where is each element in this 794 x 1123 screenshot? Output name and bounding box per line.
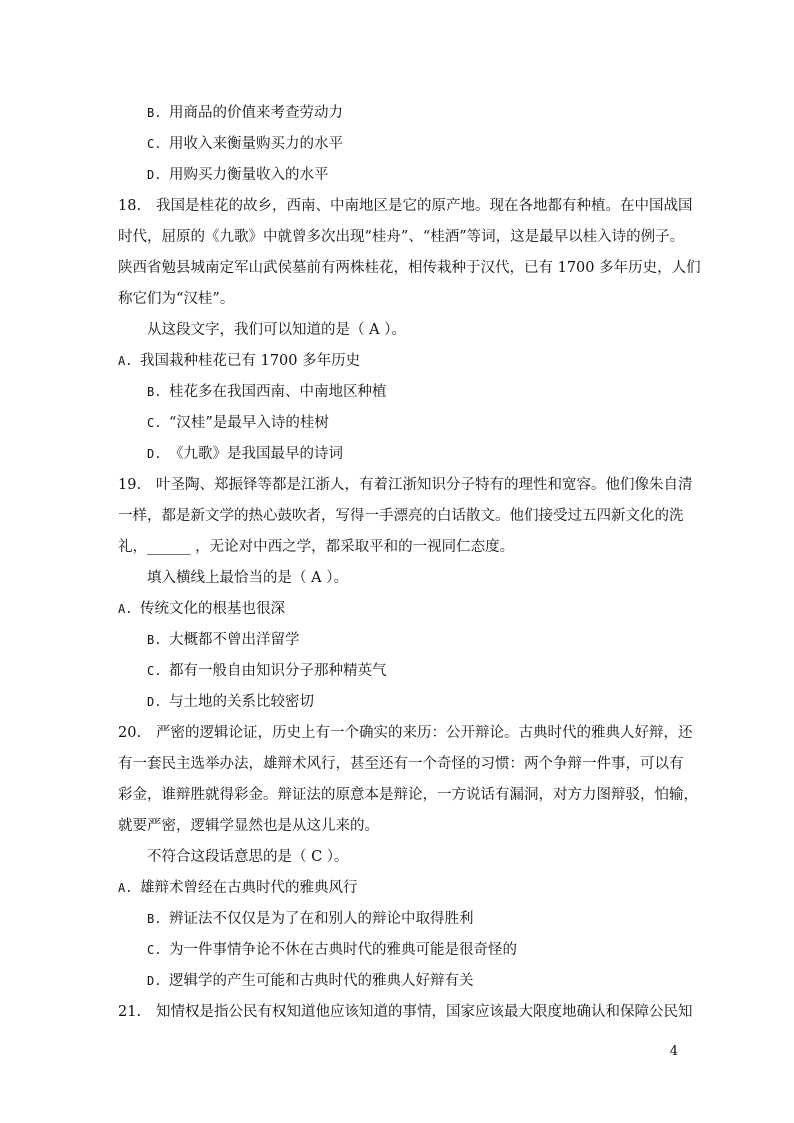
option-text: 为一件事情争论不休在古典时代的雅典可能是很奇怪的 [169, 942, 517, 958]
option-text: 大概都不曾出洋留学 [169, 632, 300, 648]
passage-text: 叶圣陶、郑振铎等都是江浙人，有着江浙知识分子特有的理性和宽容。他们像朱自清 [156, 477, 693, 493]
q18-option-b [147, 382, 707, 404]
passage-text: 严密的逻辑论证，历史上有一个确实的来历：公开辩论。古典时代的雅典人好辩，还 [156, 725, 693, 741]
q20-passage-line-4: 就要严密，逻辑学显然也是从这儿来的。 [118, 818, 379, 834]
q20-option-b [147, 909, 707, 931]
option-label: C. [147, 943, 162, 957]
option-text: 用商品的价值来考查劳动力 [169, 105, 343, 121]
q20-passage-line-3: 彩金，谁辩胜就得彩金。辩证法的原意本是辩论，一方说话有漏洞，对方力图辩驳，怕输， [118, 787, 698, 803]
q18-option-a [118, 351, 678, 373]
page-number: 4 [669, 1044, 678, 1059]
option-text: 传统文化的根基也很深 [140, 601, 285, 617]
option-label: D. [147, 695, 162, 709]
option-text: 雄辩术曾经在古典时代的雅典风行 [140, 880, 358, 896]
option-text: 逻辑学的产生可能和古典时代的雅典人好辩有关 [169, 973, 474, 989]
q19-option-a [118, 599, 678, 621]
q20-option-c [147, 940, 707, 962]
q19-stem: 填入横线上最恰当的是（ A ）。 [147, 570, 348, 586]
q18-passage-line-1 [118, 196, 693, 218]
q19-passage-line-1 [118, 475, 693, 497]
option-text: 辨证法不仅仅是为了在和别人的辩论中取得胜利 [169, 911, 474, 927]
option-label: D. [147, 447, 162, 461]
q18-passage-line-2: 时代，屈原的《九歌》中就曾多次出现“桂舟”、“桂酒”等词，这是最早以桂入诗的例子。 [118, 229, 685, 245]
q17-option-c [147, 134, 707, 156]
q18-stem: 从这段文字，我们可以知道的是（ A ）。 [147, 322, 406, 338]
option-label: B. [147, 633, 162, 647]
option-text: 与土地的关系比较密切 [169, 694, 314, 710]
q19-option-d [147, 692, 707, 714]
option-label: A. [118, 602, 133, 616]
option-text: “汉桂”是最早入诗的桂树 [169, 415, 329, 431]
question-number: 18. [118, 198, 142, 214]
option-label: C. [147, 416, 162, 430]
option-text: 我国栽种桂花已有 1700 多年历史 [140, 353, 361, 369]
q20-passage-line-2: 有一套民主选举办法，雄辩术风行，甚至还有一个奇怪的习惯：两个争辩一件事，可以有 [118, 756, 684, 772]
q17-option-b [147, 103, 707, 125]
question-number: 19. [118, 477, 142, 493]
q20-stem: 不符合这段话意思的是（ C ）。 [147, 849, 349, 865]
passage-text: 我国是桂花的故乡，西南、中南地区是它的原产地。现在各地都有种植。在中国战国 [156, 198, 693, 214]
option-label: B. [147, 912, 162, 926]
option-label: A. [118, 881, 133, 895]
q18-option-d [147, 444, 707, 466]
q19-option-b [147, 630, 707, 652]
q18-passage-line-3: 陕西省勉县城南定军山武侯墓前有两株桂花，相传栽种于汉代，已有 1700 多年历史，人们 [118, 260, 701, 276]
option-label: B. [147, 106, 162, 120]
option-label: B. [147, 385, 162, 399]
q18-option-c [147, 413, 707, 435]
passage-text: 知情权是指公民有权知道他应该知道的事情，国家应该最大限度地确认和保障公民知 [156, 1004, 693, 1020]
option-text: 桂花多在我国西南、中南地区种植 [169, 384, 387, 400]
q21-passage-line-1 [118, 1002, 693, 1024]
q20-passage-line-1 [118, 723, 693, 745]
q18-passage-line-4: 称它们为“汉桂”。 [118, 291, 235, 307]
q20-option-d [147, 971, 707, 993]
q19-passage-line-3: 礼，______ ，无论对中西之学，都采取平和的一视同仁态度。 [118, 539, 515, 555]
q17-option-d [147, 165, 707, 187]
option-label: D. [147, 168, 162, 182]
question-number: 21. [118, 1004, 142, 1020]
option-text: 都有一般自由知识分子那种精英气 [169, 663, 387, 679]
option-label: D. [147, 974, 162, 988]
q19-passage-line-2: 一样，都是新文学的热心鼓吹者，写得一手漂亮的白话散文。他们接受过五四新文化的洗 [118, 508, 684, 524]
option-text: 用购买力衡量收入的水平 [169, 167, 329, 183]
option-label: A. [118, 354, 133, 368]
option-label: C. [147, 664, 162, 678]
option-label: C. [147, 137, 162, 151]
q20-option-a [118, 878, 678, 900]
question-number: 20. [118, 725, 142, 741]
option-text: 《九歌》是我国最早的诗词 [169, 446, 343, 462]
q19-option-c [147, 661, 707, 683]
option-text: 用收入来衡量购买力的水平 [169, 136, 343, 152]
